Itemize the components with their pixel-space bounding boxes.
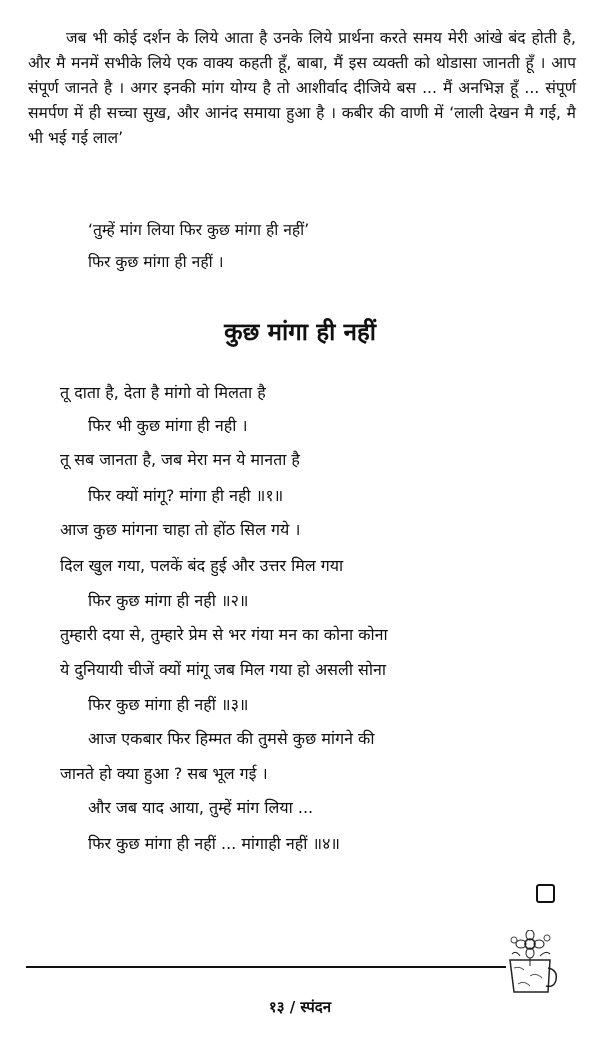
intro-paragraph: जब भी कोई दर्शन के लिये आता है उनके लिये प्रार्थना करते समय मेरी आंखे बंद होती है, और मै मनमें सभीके लिये एक वाक्य कहती हूँ, बाबा, मैं इस व्यक्ती को थोडासा जानती हूँ । आप संपूर्ण जानते है । अगर इनकी मांग योग्य है तो आशीर्वाद दीजिये बस ... मैं अनभिज्ञ हूँ ... संपूर्ण समर्पण में ही सच्चा सुख, और आनंद समाया हुआ है । कबीर की वाणी में ‘लाली देखन मै गई, मै भी भई गई लाल’ (28, 29, 576, 147)
page-footer: १३ / स्पंदन (268, 998, 332, 1016)
poem-line: फिर कुछ मांगा ही नहीं ... मांगाही नहीं ॥४॥ (88, 834, 341, 853)
poem-line: दिल खुल गया, पलकें बंद हुई और उत्तर मिल गया (60, 556, 344, 575)
poem-line: फिर कुछ मांगा ही नहीं ॥३॥ (88, 695, 249, 714)
poem-line: फिर भी कुछ मांगा ही नही । (88, 416, 248, 435)
poem-line: तू दाता है, देता है मांगो वो मिलता है (60, 383, 266, 402)
poem-line: फिर क्यों मांगू? मांगा ही नही ॥१॥ (88, 486, 284, 505)
end-mark-square-icon (536, 884, 555, 903)
poem-line: जानते हो क्या हुआ ? सब भूल गई । (60, 764, 268, 783)
poem-line: आज एकबार फिर हिम्मत की तुमसे कुछ मांगने की (88, 729, 375, 748)
poem-line: ये दुनियायी चीजें क्यों मांगू जब मिल गया हो असली सोना (60, 660, 387, 679)
poem-title: कुछ मांगा ही नहीं (224, 318, 376, 346)
poem-line: और जब याद आया, तुम्हें मांग लिया ... (88, 798, 314, 817)
footer-divider (26, 966, 506, 968)
quote-line: ‘तुम्हें मांग लिया फिर कुछ मांगा ही नहीं’ (88, 221, 310, 239)
poem-line: तुम्हारी दया से, तुम्हारे प्रेम से भर गंया मन का कोना कोना (60, 625, 388, 644)
poem-line: फिर कुछ मांगा ही नही ॥२॥ (88, 591, 249, 610)
poem-line: तू सब जानता है, जब मेरा मन ये मानता है (60, 450, 300, 469)
poem-line: आज कुछ मांगना चाहा तो होंठ सिल गये । (60, 520, 301, 539)
flower-pot-logo-icon (500, 930, 562, 996)
quote-line: फिर कुछ मांगा ही नहीं । (88, 253, 224, 271)
